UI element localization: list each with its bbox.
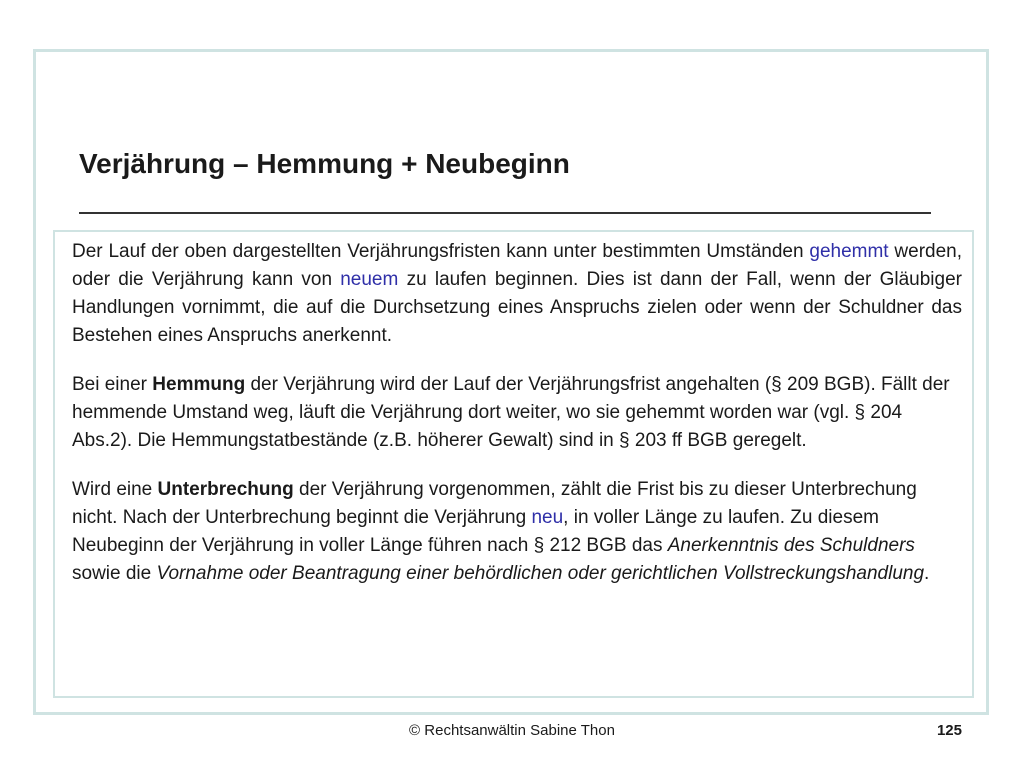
- term-anerkenntnis: Anerkenntnis des Schuldners: [667, 535, 915, 556]
- text-run: sowie die: [72, 563, 157, 584]
- highlight-neuem: neuem: [340, 269, 399, 290]
- highlight-neu: neu: [531, 507, 564, 528]
- title-underline: [79, 212, 931, 214]
- text-run: .: [924, 563, 930, 584]
- text-run: , in voller Länge zu laufen. Zu diesem Neubeginn der Verjährung in voller Länge führen nach § 212 BGB das: [72, 507, 879, 556]
- paragraph-hemmung: [72, 371, 962, 455]
- slide-body: [72, 238, 962, 588]
- text-run: Wird eine: [72, 479, 158, 500]
- paragraph-intro: [72, 238, 962, 350]
- slide-title: Verjährung – Hemmung + Neubeginn: [79, 148, 570, 179]
- term-unterbrechung: Unterbrechung: [157, 479, 294, 500]
- footer-copyright: © Rechtsanwältin Sabine Thon: [409, 722, 615, 739]
- paragraph-unterbrechung: [72, 476, 962, 588]
- term-hemmung: Hemmung: [152, 374, 246, 395]
- text-run: der Verjährung wird der Lauf der Verjährungsfrist angehalten (§ 209 BGB). Fällt der hemmende Umstand weg, läuft die Verjährung dort weiter, wo sie gehemmt worden war (vgl. § 204 Abs.2). Die Hemmungstatbestände (z.B. höherer Gewalt) sind in § 203 ff BGB geregelt.: [72, 374, 950, 451]
- text-run: werden, oder die Verjährung kann von: [72, 241, 962, 290]
- text-run: Der Lauf der oben dargestellten Verjährungsfristen kann unter bestimmten Umständen: [72, 241, 810, 262]
- page-number: 125: [936, 722, 962, 739]
- spacer: [72, 455, 962, 476]
- term-vollstreckungshandlung: Vornahme oder Beantragung einer behördlichen oder gerichtlichen Vollstreckungshandlung: [156, 563, 925, 584]
- text-run: der Verjährung vorgenommen, zählt die Frist bis zu dieser Unterbrechung nicht. Nach der Unterbrechung beginnt die Verjährung: [72, 479, 917, 528]
- text-run: Bei einer: [72, 374, 153, 395]
- spacer: [72, 350, 962, 371]
- text-run: zu laufen beginnen. Dies ist dann der Fall, wenn der Gläubiger Handlungen vornimmt, die auf die Durchsetzung eines Anspruchs zielen oder wenn der Schuldner das Bestehen eines Anspruchs anerkennt.: [72, 269, 962, 346]
- highlight-gehemmt: gehemmt: [809, 241, 889, 262]
